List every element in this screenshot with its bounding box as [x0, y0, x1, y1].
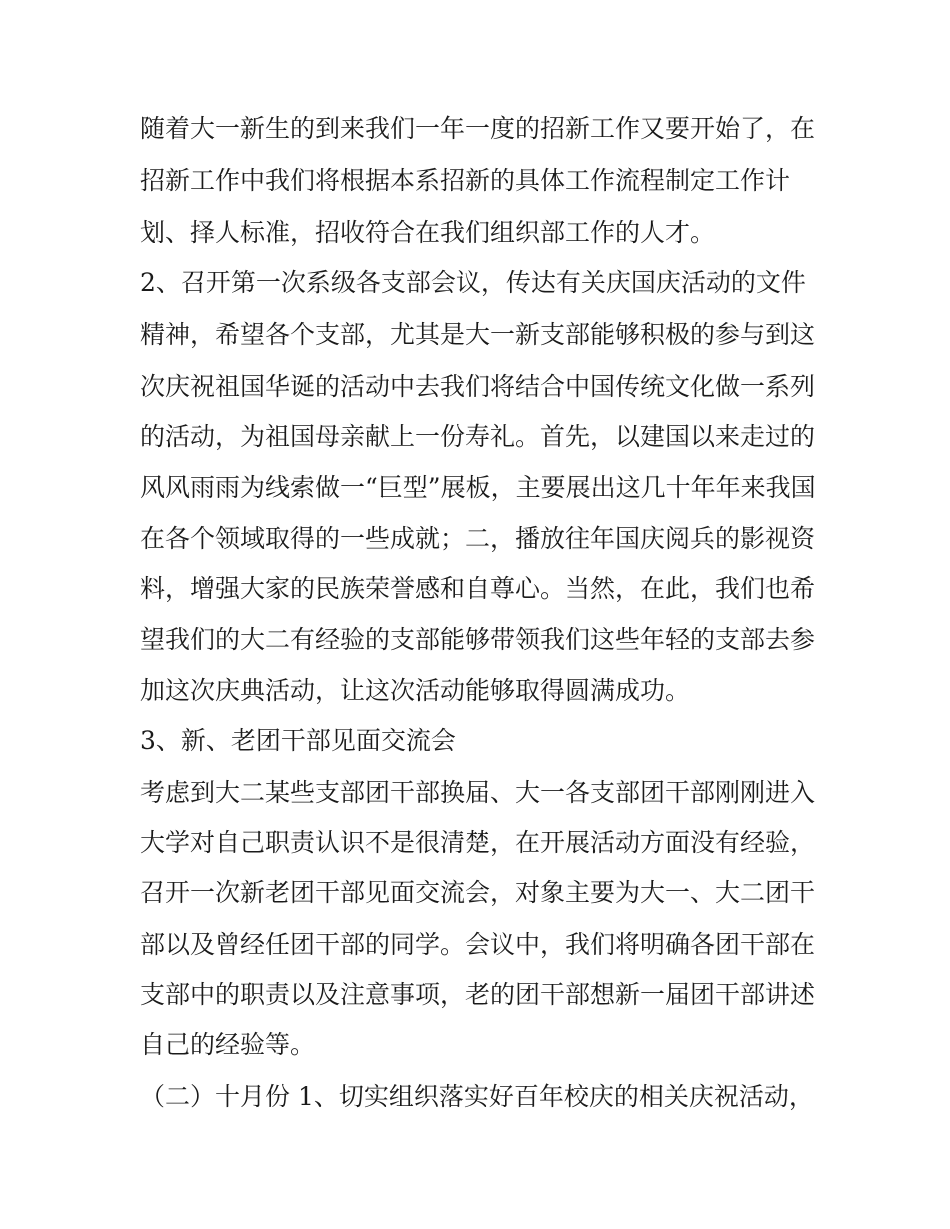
text-line: 风风雨雨为线索做一“巨型”展板，主要展出这几十年年来我国	[140, 473, 816, 502]
text-line: 大学对自己职责认识不是很清楚，在开展活动方面没有经验，	[140, 828, 816, 857]
text-line: 自己的经验等。	[140, 1030, 316, 1059]
text-line: 精神，希望各个支部，尤其是大一新支部能够积极的参与到这	[140, 320, 816, 349]
text-line: 料，增强大家的民族荣誉感和自尊心。当然，在此，我们也希	[140, 574, 816, 603]
text-line: 部以及曾经任团干部的同学。会议中，我们将明确各团干部在	[140, 930, 816, 959]
text-line: 支部中的职责以及注意事项，老的团干部想新一届团干部讲述	[140, 980, 816, 1009]
text-line: 考虑到大二某些支部团干部换届、大一各支部团干部刚刚进入	[140, 778, 816, 807]
text-line: 招新工作中我们将根据本系招新的具体工作流程制定工作计	[140, 166, 791, 195]
text-line: 加这次庆典活动，让这次活动能够取得圆满成功。	[140, 676, 691, 705]
text-line: 望我们的大二有经验的支部能够带领我们这些年轻的支部去参	[140, 625, 816, 654]
section-heading: 3、新、老团干部见面交流会	[140, 726, 456, 755]
text-line: 次庆祝祖国华诞的活动中去我们将结合中国传统文化做一系列	[140, 372, 816, 401]
text-line: 召开一次新老团干部见面交流会，对象主要为大一、大二团干	[140, 878, 816, 907]
text-line: 的活动，为祖国母亲献上一份寿礼。首先，以建国以来走过的	[140, 422, 816, 451]
section-heading: （二）十月份 1、切实组织落实好百年校庆的相关庆祝活动，	[140, 1082, 814, 1111]
text-line: 2、召开第一次系级各支部会议，传达有关庆国庆活动的文件	[140, 268, 806, 297]
text-line: 划、择人标准，招收符合在我们组织部工作的人才。	[140, 218, 716, 247]
text-line: 随着大一新生的到来我们一年一度的招新工作又要开始了，在	[140, 114, 816, 143]
text-line: 在各个领域取得的一些成就；二，播放往年国庆阅兵的影视资	[140, 524, 816, 553]
